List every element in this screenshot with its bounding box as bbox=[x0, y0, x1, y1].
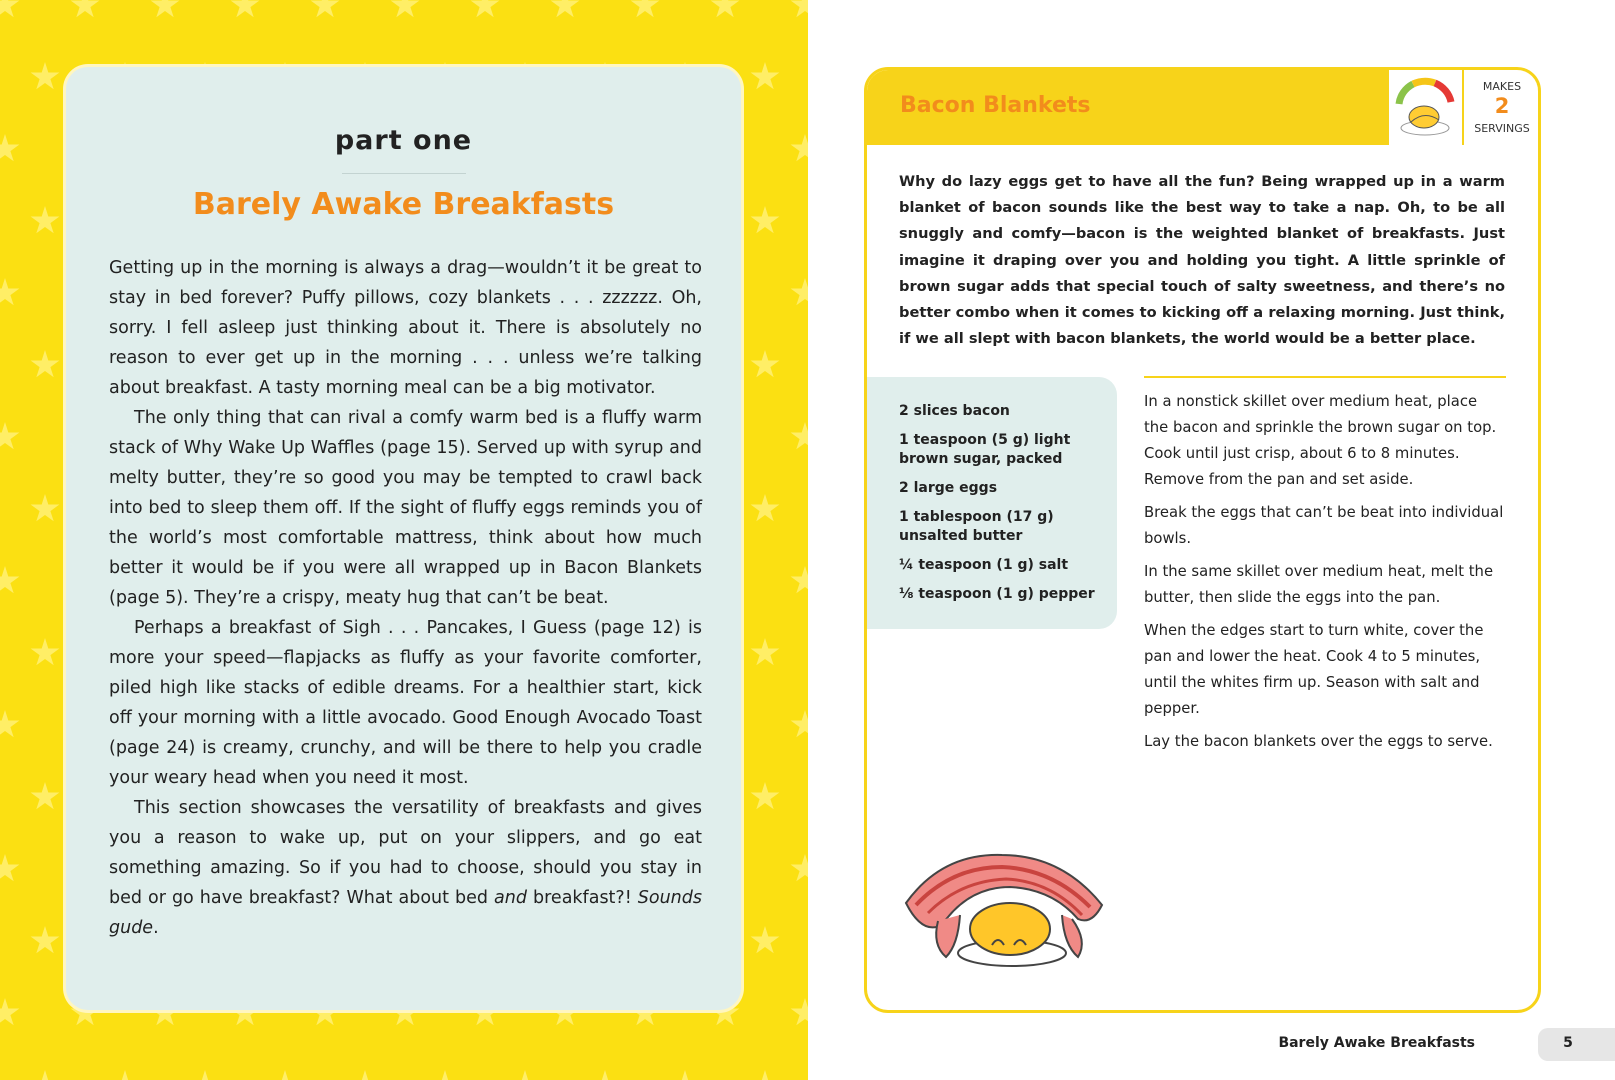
intro-card bbox=[66, 67, 741, 1010]
section-title: Barely Awake Breakfasts bbox=[192, 187, 615, 222]
star-decoration bbox=[750, 206, 780, 236]
star-decoration bbox=[30, 62, 60, 92]
star-decoration bbox=[790, 134, 808, 164]
direction-step: In a nonstick skillet over medium heat, place the bacon and sprinkle the brown sugar on top. Cook until just crisp, about 6 to 8 minutes. Remove from the pan and set aside. bbox=[1144, 393, 1497, 488]
star-decoration bbox=[30, 1070, 60, 1080]
star-decoration bbox=[790, 0, 808, 20]
star-decoration bbox=[270, 1070, 300, 1080]
star-decoration bbox=[190, 1070, 220, 1080]
star-decoration bbox=[0, 710, 20, 740]
ingredient-item: 2 slices bacon bbox=[899, 403, 1010, 419]
star-decoration bbox=[750, 62, 780, 92]
ingredients-list bbox=[899, 402, 1104, 614]
direction-step: In the same skillet over medium heat, melt the butter, then slide the eggs into the pan. bbox=[1144, 563, 1494, 606]
star-decoration bbox=[790, 998, 808, 1028]
ingredients-box bbox=[867, 377, 1117, 629]
ingredient-item: ⅛ teaspoon (1 g) pepper bbox=[899, 586, 1095, 602]
ingredient-item: ¼ teaspoon (1 g) salt bbox=[899, 557, 1069, 573]
star-decoration bbox=[30, 494, 60, 524]
footer-section-title: Barely Awake Breakfasts bbox=[1278, 1035, 1475, 1051]
star-decoration bbox=[0, 0, 20, 20]
part-label: part one bbox=[334, 125, 473, 156]
star-decoration bbox=[750, 782, 780, 812]
intro-paragraph-last: This section showcases the versatility of breakfasts and gives you a reason to wake up, put on your slippers, and go eat something amazing. So if you had to choose, should you stay in bed or go have breakfast? What about bed and breakfast?! Sounds gude. bbox=[109, 798, 702, 938]
star-decoration bbox=[790, 278, 808, 308]
star-decoration bbox=[790, 422, 808, 452]
difficulty-meter bbox=[1387, 70, 1464, 145]
direction-step: Lay the bacon blankets over the eggs to serve. bbox=[1144, 733, 1493, 750]
servings-label: SERVINGS bbox=[1474, 122, 1530, 135]
recipe-card bbox=[864, 67, 1541, 1013]
star-decoration bbox=[790, 854, 808, 884]
intro-paragraph: Getting up in the morning is always a drag—wouldn’t it be great to stay in bed forever? Puffy pillows, cozy blankets . . . zzzzzz. Oh, sorry. I fell asleep just thinking about it. There is absolutely no reason to ever get up in the morning . . . unless we’re talking about breakfast. A tasty morning meal can be a big motivator. bbox=[109, 258, 702, 398]
intro-paragraph: The only thing that can rival a comfy warm bed is a fluffy warm stack of Why Wake Up Waffles (page 15). Served up with syrup and melty butter, they’re so good you may be tempted to crawl back into bed to sleep them off. If the sight of fluffy eggs reminds you of the world’s most comfortable mattress, think about how much better it would be if you were all wrapped up in Bacon Blankets (page 5). They’re a crispy, meaty hug that can’t be beat. bbox=[109, 408, 702, 608]
ingredient-item: 1 teaspoon (5 g) light brown sugar, packed bbox=[899, 432, 1071, 467]
star-decoration bbox=[310, 0, 340, 20]
star-decoration bbox=[230, 0, 260, 20]
recipe-title: Bacon Blankets bbox=[900, 93, 1091, 118]
star-decoration bbox=[390, 0, 420, 20]
star-decoration bbox=[30, 206, 60, 236]
star-decoration bbox=[750, 1070, 780, 1080]
star-decoration bbox=[30, 782, 60, 812]
star-decoration bbox=[750, 926, 780, 956]
star-decoration bbox=[790, 710, 808, 740]
star-decoration bbox=[750, 494, 780, 524]
direction-step: Break the eggs that can’t be beat into individual bowls. bbox=[1144, 504, 1504, 547]
star-decoration bbox=[30, 926, 60, 956]
star-decoration bbox=[590, 1070, 620, 1080]
directions bbox=[1144, 389, 1506, 762]
difficulty-meter-icon bbox=[1389, 70, 1464, 145]
makes-label: MAKES bbox=[1482, 80, 1522, 93]
servings-count: 2 bbox=[1494, 94, 1510, 118]
page-number: 5 bbox=[1563, 1035, 1573, 1051]
intro-paragraph: Perhaps a breakfast of Sigh . . . Pancakes, I Guess (page 12) is more your speed—flapjacks as fluffy as your favorite comforter, piled high like stacks of edible dreams. For a healthier start, kick off your morning with a little avocado. Good Enough Avocado Toast (page 24) is creamy, crunchy, and will be there to help you cradle your weary head when you need it most. bbox=[109, 618, 702, 788]
star-decoration bbox=[150, 0, 180, 20]
direction-step: When the edges start to turn white, cover the pan and lower the heat. Cook 4 to 5 minutes, until the whites firm up. Season with salt and pepper. bbox=[1144, 622, 1484, 717]
star-decoration bbox=[670, 1070, 700, 1080]
recipe-intro: Why do lazy eggs get to have all the fun? Being wrapped up in a warm blanket of bacon sounds like the best way to take a nap. Oh, to be all snuggly and comfy—bacon is the weighted blanket of breakfasts. Just imagine it draping over you and holding you tight. A little sprinkle of brown sugar adds that special touch of salty sweetness, and there’s no better combo when it comes to kicking off a relaxing morning. Just think, if we all slept with bacon blankets, the world would be a better place. bbox=[899, 173, 1505, 348]
star-decoration bbox=[0, 854, 20, 884]
star-decoration bbox=[30, 638, 60, 668]
star-decoration bbox=[750, 350, 780, 380]
star-decoration bbox=[630, 0, 660, 20]
directions-divider bbox=[1144, 376, 1506, 378]
star-decoration bbox=[0, 998, 20, 1028]
star-decoration bbox=[70, 0, 100, 20]
star-decoration bbox=[0, 422, 20, 452]
ingredient-item: 1 tablespoon (17 g) unsalted butter bbox=[899, 509, 1054, 544]
star-decoration bbox=[710, 0, 740, 20]
star-decoration bbox=[30, 350, 60, 380]
star-decoration bbox=[790, 566, 808, 596]
star-decoration bbox=[470, 0, 500, 20]
star-decoration bbox=[110, 1070, 140, 1080]
page-number-tab bbox=[1538, 1028, 1615, 1061]
part-divider bbox=[342, 173, 466, 174]
star-decoration bbox=[0, 566, 20, 596]
star-decoration bbox=[550, 0, 580, 20]
star-decoration bbox=[750, 638, 780, 668]
bacon-egg-illustration bbox=[902, 845, 1112, 975]
star-decoration bbox=[0, 134, 20, 164]
recipe-header bbox=[867, 70, 1538, 145]
star-decoration bbox=[430, 1070, 460, 1080]
ingredient-item: 2 large eggs bbox=[899, 480, 998, 496]
star-decoration bbox=[350, 1070, 380, 1080]
intro-text bbox=[109, 253, 702, 943]
star-decoration bbox=[510, 1070, 540, 1080]
star-decoration bbox=[0, 278, 20, 308]
servings-box bbox=[1462, 70, 1540, 145]
